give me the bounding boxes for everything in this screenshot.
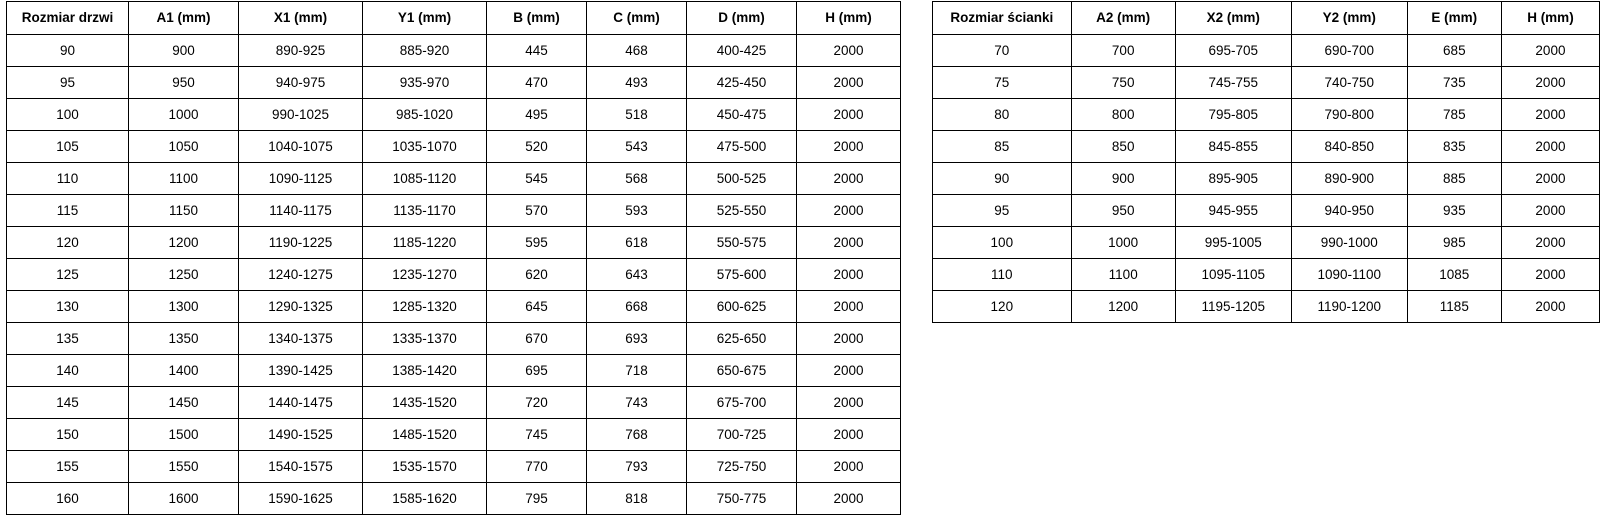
table-cell: 450-475: [687, 99, 797, 131]
table-row: [7, 323, 901, 355]
table-cell: 2000: [797, 99, 901, 131]
table-row: [7, 451, 901, 483]
table-cell: 1135-1170: [363, 195, 487, 227]
table-cell: 2000: [797, 259, 901, 291]
table-cell: 1185: [1407, 291, 1501, 323]
table-cell: 2000: [797, 323, 901, 355]
doors-size-cell: 140: [7, 355, 129, 387]
walls-size-cell: 100: [933, 227, 1072, 259]
table-cell: 1195-1205: [1175, 291, 1291, 323]
table-cell: 785: [1407, 99, 1501, 131]
doors-size-cell: 100: [7, 99, 129, 131]
table-cell: 2000: [797, 355, 901, 387]
table-cell: 568: [587, 163, 687, 195]
walls-column-header: E (mm): [1407, 2, 1501, 35]
table-row: [7, 355, 901, 387]
table-cell: 1400: [129, 355, 239, 387]
table-cell: 795-805: [1175, 99, 1291, 131]
table-cell: 675-700: [687, 387, 797, 419]
table-cell: 2000: [797, 387, 901, 419]
table-cell: 935-970: [363, 67, 487, 99]
doors-table-header: [7, 2, 901, 35]
table-cell: 1335-1370: [363, 323, 487, 355]
table-cell: 470: [487, 67, 587, 99]
table-cell: 1095-1105: [1175, 259, 1291, 291]
table-cell: 985-1020: [363, 99, 487, 131]
table-cell: 935: [1407, 195, 1501, 227]
table-cell: 2000: [1501, 131, 1599, 163]
table-cell: 543: [587, 131, 687, 163]
table-row: [933, 291, 1600, 323]
table-row: [7, 259, 901, 291]
table-cell: 1190-1200: [1291, 291, 1407, 323]
table-cell: 1035-1070: [363, 131, 487, 163]
walls-column-header: A2 (mm): [1071, 2, 1175, 35]
table-cell: 1185-1220: [363, 227, 487, 259]
table-cell: 2000: [1501, 67, 1599, 99]
table-cell: 550-575: [687, 227, 797, 259]
table-cell: 2000: [797, 163, 901, 195]
table-cell: 945-955: [1175, 195, 1291, 227]
table-cell: 685: [1407, 35, 1501, 67]
table-cell: 1500: [129, 419, 239, 451]
table-cell: 1435-1520: [363, 387, 487, 419]
doors-column-header: B (mm): [487, 2, 587, 35]
table-cell: 1200: [129, 227, 239, 259]
doors-size-cell: 130: [7, 291, 129, 323]
table-cell: 2000: [1501, 227, 1599, 259]
table-cell: 950: [1071, 195, 1175, 227]
table-cell: 900: [1071, 163, 1175, 195]
table-cell: 620: [487, 259, 587, 291]
table-cell: 940-975: [239, 67, 363, 99]
table-row: [933, 67, 1600, 99]
table-row: [7, 387, 901, 419]
table-row: [933, 227, 1600, 259]
table-cell: 895-905: [1175, 163, 1291, 195]
table-row: [933, 35, 1600, 67]
table-cell: 2000: [797, 227, 901, 259]
walls-column-header: Y2 (mm): [1291, 2, 1407, 35]
table-cell: 1235-1270: [363, 259, 487, 291]
table-cell: 1050: [129, 131, 239, 163]
table-cell: 1190-1225: [239, 227, 363, 259]
table-cell: 2000: [797, 451, 901, 483]
table-cell: 990-1025: [239, 99, 363, 131]
table-cell: 885: [1407, 163, 1501, 195]
table-cell: 845-855: [1175, 131, 1291, 163]
table-cell: 625-650: [687, 323, 797, 355]
table-cell: 1150: [129, 195, 239, 227]
table-cell: 1440-1475: [239, 387, 363, 419]
walls-column-header: Rozmiar ścianki: [933, 2, 1072, 35]
table-cell: 1600: [129, 483, 239, 515]
table-cell: 750-775: [687, 483, 797, 515]
table-cell: 790-800: [1291, 99, 1407, 131]
table-cell: 700: [1071, 35, 1175, 67]
table-row: [7, 195, 901, 227]
table-cell: 2000: [797, 195, 901, 227]
walls-size-cell: 70: [933, 35, 1072, 67]
doors-column-header: X1 (mm): [239, 2, 363, 35]
table-cell: 1240-1275: [239, 259, 363, 291]
table-cell: 1540-1575: [239, 451, 363, 483]
table-cell: 2000: [1501, 99, 1599, 131]
walls-dimensions-table-container: [932, 1, 1600, 323]
table-cell: 1350: [129, 323, 239, 355]
table-cell: 690-700: [1291, 35, 1407, 67]
table-cell: 695-705: [1175, 35, 1291, 67]
table-row: [7, 35, 901, 67]
table-cell: 668: [587, 291, 687, 323]
table-cell: 525-550: [687, 195, 797, 227]
table-cell: 1585-1620: [363, 483, 487, 515]
table-cell: 2000: [797, 419, 901, 451]
table-cell: 990-1000: [1291, 227, 1407, 259]
table-cell: 593: [587, 195, 687, 227]
table-cell: 645: [487, 291, 587, 323]
doors-column-header: D (mm): [687, 2, 797, 35]
table-row: [7, 227, 901, 259]
table-cell: 768: [587, 419, 687, 451]
table-cell: 518: [587, 99, 687, 131]
table-cell: 1290-1325: [239, 291, 363, 323]
doors-size-cell: 105: [7, 131, 129, 163]
table-header-row: [7, 2, 901, 35]
table-row: [933, 195, 1600, 227]
table-cell: 750: [1071, 67, 1175, 99]
table-cell: 940-950: [1291, 195, 1407, 227]
table-cell: 835: [1407, 131, 1501, 163]
table-row: [7, 131, 901, 163]
table-cell: 643: [587, 259, 687, 291]
walls-size-cell: 95: [933, 195, 1072, 227]
table-cell: 1085: [1407, 259, 1501, 291]
table-cell: 890-900: [1291, 163, 1407, 195]
doors-size-cell: 135: [7, 323, 129, 355]
table-cell: 1250: [129, 259, 239, 291]
doors-table-body: [7, 35, 901, 515]
table-cell: 1200: [1071, 291, 1175, 323]
walls-column-header: X2 (mm): [1175, 2, 1291, 35]
table-cell: 745-755: [1175, 67, 1291, 99]
table-cell: 2000: [1501, 163, 1599, 195]
table-cell: 793: [587, 451, 687, 483]
table-cell: 885-920: [363, 35, 487, 67]
table-cell: 818: [587, 483, 687, 515]
table-cell: 1485-1520: [363, 419, 487, 451]
table-cell: 735: [1407, 67, 1501, 99]
table-row: [7, 291, 901, 323]
table-cell: 1340-1375: [239, 323, 363, 355]
table-cell: 475-500: [687, 131, 797, 163]
table-cell: 670: [487, 323, 587, 355]
doors-dimensions-table-container: [6, 1, 901, 515]
table-cell: 743: [587, 387, 687, 419]
doors-size-cell: 160: [7, 483, 129, 515]
table-cell: 2000: [1501, 259, 1599, 291]
table-cell: 740-750: [1291, 67, 1407, 99]
walls-size-cell: 90: [933, 163, 1072, 195]
table-cell: 1090-1125: [239, 163, 363, 195]
table-cell: 720: [487, 387, 587, 419]
doors-size-cell: 115: [7, 195, 129, 227]
doors-column-header: A1 (mm): [129, 2, 239, 35]
walls-table-header: [933, 2, 1600, 35]
table-row: [933, 163, 1600, 195]
table-cell: 425-450: [687, 67, 797, 99]
table-cell: 575-600: [687, 259, 797, 291]
doors-size-cell: 95: [7, 67, 129, 99]
doors-dimensions-table: [6, 1, 901, 515]
table-row: [7, 67, 901, 99]
table-cell: 995-1005: [1175, 227, 1291, 259]
table-cell: 1085-1120: [363, 163, 487, 195]
table-cell: 1140-1175: [239, 195, 363, 227]
table-cell: 2000: [797, 131, 901, 163]
table-cell: 468: [587, 35, 687, 67]
walls-column-header: H (mm): [1501, 2, 1599, 35]
table-cell: 2000: [797, 35, 901, 67]
table-cell: 695: [487, 355, 587, 387]
table-row: [933, 259, 1600, 291]
doors-size-cell: 145: [7, 387, 129, 419]
doors-size-cell: 90: [7, 35, 129, 67]
table-cell: 840-850: [1291, 131, 1407, 163]
table-row: [7, 483, 901, 515]
table-cell: 1490-1525: [239, 419, 363, 451]
table-cell: 1000: [129, 99, 239, 131]
table-row: [933, 99, 1600, 131]
table-cell: 520: [487, 131, 587, 163]
table-row: [7, 163, 901, 195]
doors-column-header: H (mm): [797, 2, 901, 35]
table-row: [933, 131, 1600, 163]
table-cell: 985: [1407, 227, 1501, 259]
table-cell: 1000: [1071, 227, 1175, 259]
walls-size-cell: 120: [933, 291, 1072, 323]
table-cell: 1285-1320: [363, 291, 487, 323]
table-cell: 2000: [1501, 291, 1599, 323]
table-cell: 850: [1071, 131, 1175, 163]
doors-size-cell: 150: [7, 419, 129, 451]
table-cell: 400-425: [687, 35, 797, 67]
table-header-row: [933, 2, 1600, 35]
table-cell: 770: [487, 451, 587, 483]
table-cell: 950: [129, 67, 239, 99]
table-cell: 445: [487, 35, 587, 67]
doors-size-cell: 110: [7, 163, 129, 195]
table-cell: 500-525: [687, 163, 797, 195]
doors-column-header: Y1 (mm): [363, 2, 487, 35]
table-cell: 745: [487, 419, 587, 451]
walls-table-body: [933, 35, 1600, 323]
table-cell: 718: [587, 355, 687, 387]
table-cell: 600-625: [687, 291, 797, 323]
table-cell: 725-750: [687, 451, 797, 483]
doors-column-header: Rozmiar drzwi: [7, 2, 129, 35]
table-cell: 545: [487, 163, 587, 195]
table-cell: 570: [487, 195, 587, 227]
doors-size-cell: 125: [7, 259, 129, 291]
table-cell: 900: [129, 35, 239, 67]
doors-size-cell: 120: [7, 227, 129, 259]
table-cell: 1390-1425: [239, 355, 363, 387]
table-cell: 2000: [1501, 35, 1599, 67]
table-cell: 1040-1075: [239, 131, 363, 163]
table-cell: 1590-1625: [239, 483, 363, 515]
table-cell: 595: [487, 227, 587, 259]
table-cell: 693: [587, 323, 687, 355]
table-row: [7, 99, 901, 131]
table-cell: 1385-1420: [363, 355, 487, 387]
doors-column-header: C (mm): [587, 2, 687, 35]
table-cell: 495: [487, 99, 587, 131]
table-cell: 1090-1100: [1291, 259, 1407, 291]
table-cell: 493: [587, 67, 687, 99]
walls-size-cell: 80: [933, 99, 1072, 131]
table-cell: 1450: [129, 387, 239, 419]
table-row: [7, 419, 901, 451]
table-cell: 2000: [1501, 195, 1599, 227]
table-cell: 2000: [797, 67, 901, 99]
table-cell: 618: [587, 227, 687, 259]
table-cell: 1100: [1071, 259, 1175, 291]
table-cell: 1535-1570: [363, 451, 487, 483]
walls-dimensions-table: [932, 1, 1600, 323]
table-cell: 800: [1071, 99, 1175, 131]
table-cell: 890-925: [239, 35, 363, 67]
table-cell: 1100: [129, 163, 239, 195]
walls-size-cell: 85: [933, 131, 1072, 163]
table-cell: 1550: [129, 451, 239, 483]
walls-size-cell: 110: [933, 259, 1072, 291]
walls-size-cell: 75: [933, 67, 1072, 99]
table-cell: 2000: [797, 291, 901, 323]
table-cell: 1300: [129, 291, 239, 323]
table-cell: 795: [487, 483, 587, 515]
table-cell: 650-675: [687, 355, 797, 387]
table-cell: 2000: [797, 483, 901, 515]
table-cell: 700-725: [687, 419, 797, 451]
doors-size-cell: 155: [7, 451, 129, 483]
